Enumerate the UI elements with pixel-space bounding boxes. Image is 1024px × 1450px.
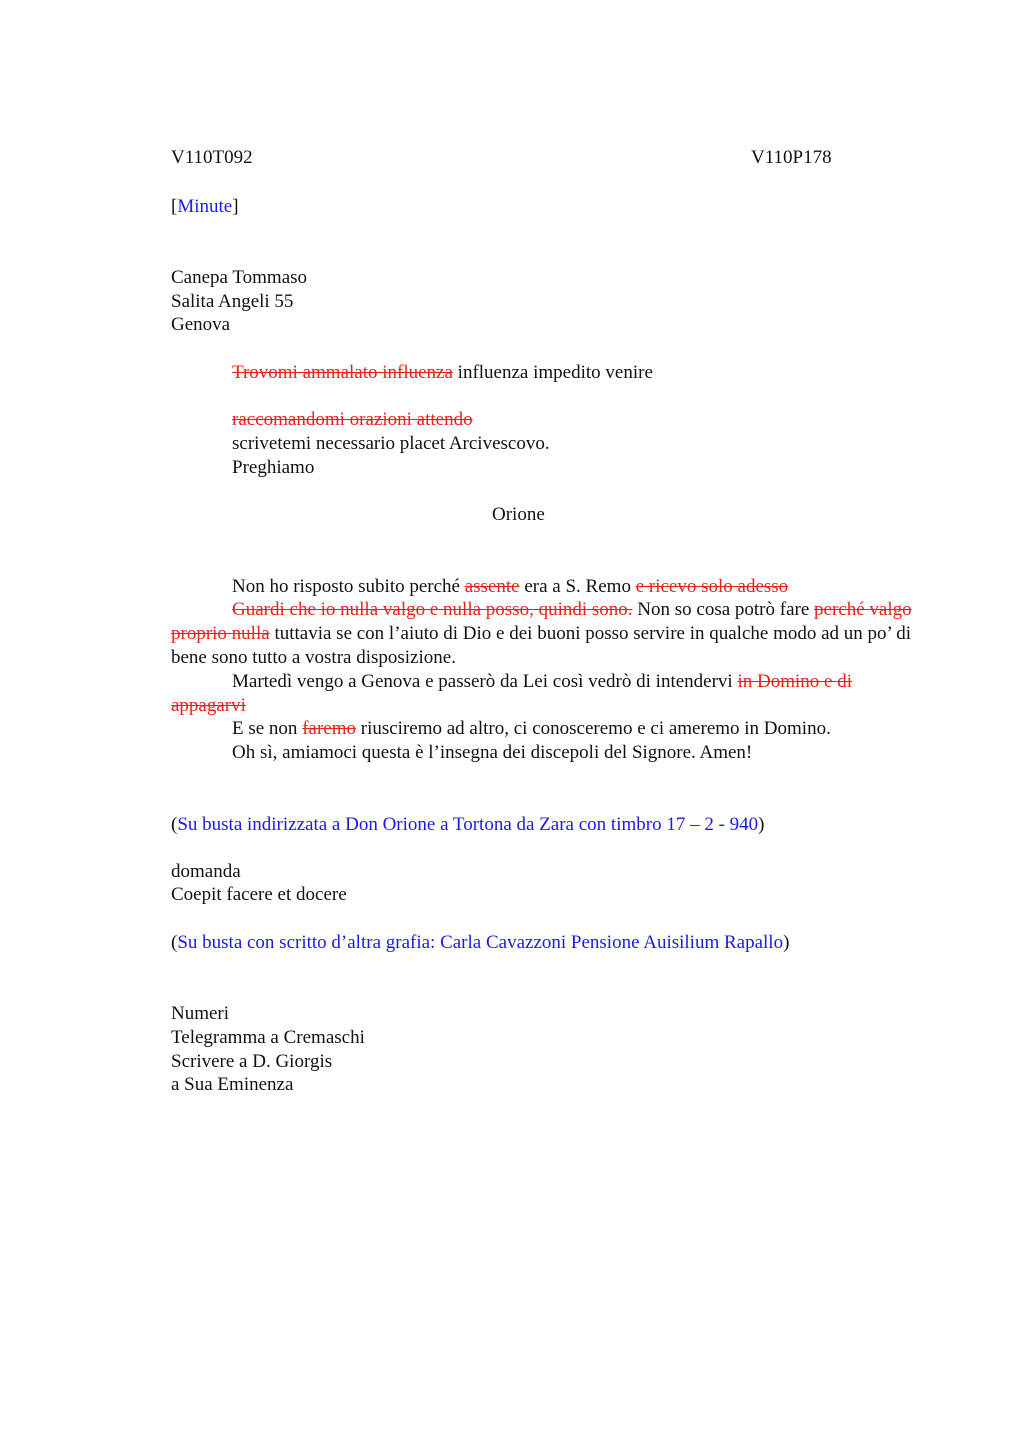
deleted-text: raccomandomi orazioni attendo [232, 409, 473, 430]
deleted-text: Trovomi ammalato influenza [232, 362, 453, 383]
letter-paragraph-1: Non ho risposto subito perché assente era a S. Remo e ricevo solo adesso [232, 576, 789, 597]
minute-label-text: Minute [177, 196, 233, 217]
address-city: Genova [171, 314, 231, 335]
address-name: Canepa Tommaso [171, 267, 308, 288]
letter-paragraph-3: Martedì vengo a Genova e passerò da Lei così vedrò di intendervi in Domino e di appagarvi [171, 671, 852, 716]
list-item: Scrivere a D. Giorgis [171, 1051, 333, 1072]
deleted-text: assente [464, 576, 520, 597]
note-line: Coepit facere et docere [171, 884, 347, 905]
letter-paragraph-2: Guardi che io nulla valgo e nulla posso, quindi sono. Non so cosa potrò fare perché valgo proprio nulla tuttavia se con l’aiuto di Dio e dei buoni posso servire in qualche modo ad un po’ di bene sono tutto a vostra disposizione. [171, 599, 912, 668]
archive-code-left: V110T092 [171, 147, 253, 168]
deleted-text: faremo [302, 718, 356, 739]
deleted-text: Guardi che io nulla valgo e nulla posso, quindi sono. [232, 599, 633, 620]
list-item: Numeri [171, 1003, 230, 1024]
telegram-line-2 [232, 408, 473, 432]
telegram-line-1: Trovomi ammalato influenza influenza impedito venire [232, 362, 653, 383]
telegram-line-3: scrivetemi necessario placet Arcivescovo. [232, 433, 550, 454]
telegram-line-4: Preghiamo [232, 457, 315, 478]
envelope-note-1: (Su busta indirizzata a Don Orione a Tortona da Zara con timbro 17 – 2 - 940) [171, 814, 765, 835]
deleted-text: e ricevo solo adesso [635, 576, 789, 597]
deleted-text: in Domino e di appagarvi [171, 671, 852, 716]
note-line: domanda [171, 861, 241, 882]
address-street: Salita Angeli 55 [171, 291, 294, 312]
telegram-signature: Orione [492, 504, 545, 525]
letter-paragraph-4: E se non faremo riusciremo ad altro, ci conosceremo e ci ameremo in Domino. [232, 718, 831, 739]
envelope-note-2: (Su busta con scritto d’altra grafia: Carla Cavazzoni Pensione Auisilium Rapallo) [171, 932, 790, 953]
minute-label: [Minute] [171, 196, 239, 217]
list-item: Telegramma a Cremaschi [171, 1027, 365, 1048]
deleted-text: perché valgo proprio nulla [171, 599, 912, 644]
archive-code-right: V110P178 [751, 147, 832, 168]
list-item: a Sua Eminenza [171, 1074, 294, 1095]
letter-paragraph-5: Oh sì, amiamoci questa è l’insegna dei discepoli del Signore. Amen! [232, 742, 753, 763]
